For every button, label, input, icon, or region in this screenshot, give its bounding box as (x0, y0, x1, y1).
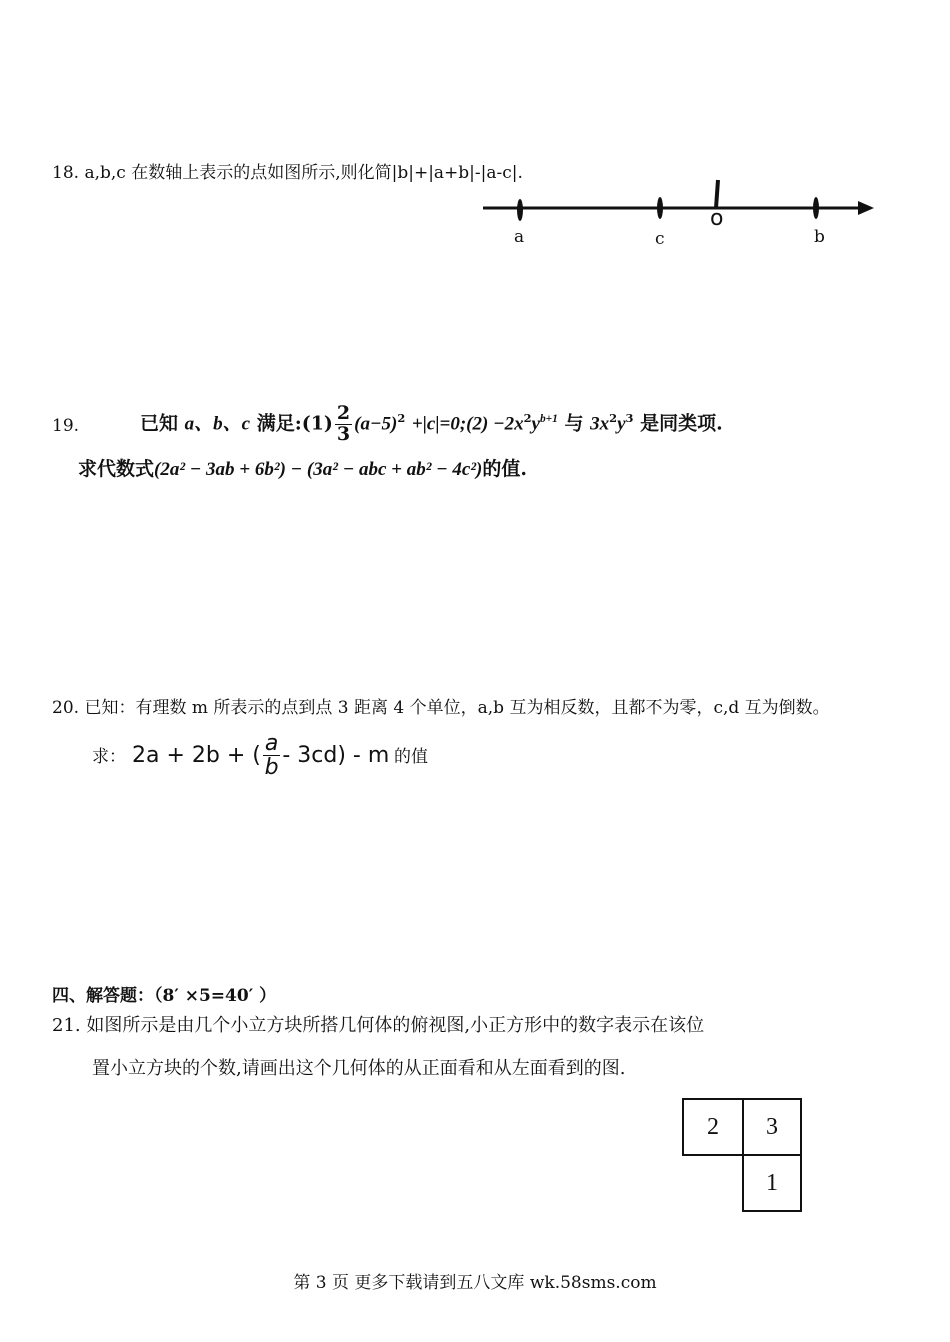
point-a-mark (517, 199, 523, 221)
q20-number: 20. (52, 698, 80, 718)
grid-cell-top-left: 2 (682, 1098, 744, 1156)
q18-statement: a,b,c 在数轴上表示的点如图所示,则化简|b|+|a+b|-|a-c|. (84, 163, 523, 183)
grid-cell-bottom-right: 1 (742, 1154, 802, 1212)
grid-cell-top-right: 3 (742, 1098, 802, 1156)
q19-term2: 3x (590, 413, 610, 435)
label-c: c (655, 229, 665, 249)
q19-y3: y (617, 413, 626, 435)
q19-exp-b1: b+1 (539, 413, 558, 426)
q19-expression: (2a² − 3ab + 6b²) − (3a² − abc + ab² − 4c²) (154, 459, 483, 480)
q20-expression (132, 732, 389, 779)
q21-line1 (52, 1011, 704, 1037)
q19-line2-suffix: 的值. (482, 458, 528, 480)
label-b: b (814, 227, 825, 247)
q19-frac-num: 2 (336, 402, 351, 424)
q20-frac-num: a (264, 731, 279, 756)
q20-suffix: 的值 (394, 747, 428, 767)
q19-line2-prefix: 求代数式 (78, 458, 155, 480)
point-c-mark (657, 197, 663, 219)
q20-expr-right: - 3cd) - m (282, 743, 390, 769)
q21-text1: 如图所示是由几个小立方块所搭几何体的俯视图,小正方形中的数字表示在该位 (86, 1015, 705, 1036)
number-line-arrow-icon (858, 201, 874, 215)
origin-tick (716, 180, 718, 208)
point-b-mark (813, 197, 819, 219)
q20-expr-left: 2a + 2b + ( (132, 743, 261, 769)
q18-text (52, 158, 523, 183)
q21-line2: 置小立方块的个数,请画出这个几何体的从正面看和从左面看到的图. (92, 1058, 626, 1079)
page-footer: 第 3 页 更多下载请到五八文库 wk.58sms.com (293, 1273, 657, 1293)
q20-ask-label: 求： (92, 747, 126, 767)
q19-frac-den: 3 (336, 422, 351, 445)
q19-fraction (335, 404, 352, 445)
q19-prefix: 已知 (140, 412, 179, 435)
q19-with: 与 (564, 412, 584, 435)
q19-y: y (531, 413, 540, 435)
label-a: a (514, 227, 525, 247)
q19-like-terms: 是同类项. (640, 412, 723, 435)
q19-part1-tail: +|c|=0;(2) −2x (411, 413, 524, 435)
q20-statement: 已知：有理数 m 所表示的点到点 3 距离 4 个单位，a,b 互为相反数，且都不为零，c,d 互为倒数。 (84, 698, 830, 718)
q19-part1: (a−5) (354, 413, 398, 435)
q19-satisfy: 满足:(1) (256, 412, 333, 435)
q20-text (52, 693, 830, 718)
section4-title: 四、解答题：（8′ ×5=40′ ） (52, 986, 277, 1006)
q18-number: 18. (52, 163, 80, 183)
q20-fraction (263, 732, 280, 779)
q19-line2 (78, 454, 527, 481)
q19-vars: a、b、c (184, 413, 251, 435)
q19-number: 19. (52, 416, 80, 436)
q19-line1: 已知 a、b、c 满足:(1) $\frac{2}{3}$ $(a-5)^2$ +|c|=0;(2) $-2x^2y^{b+1}$ 与 $3x^2y^3$ 是同类项. (140, 402, 723, 445)
q20-frac-den: b (264, 755, 279, 781)
label-o: o (710, 206, 724, 231)
q21-number: 21. (52, 1015, 81, 1036)
